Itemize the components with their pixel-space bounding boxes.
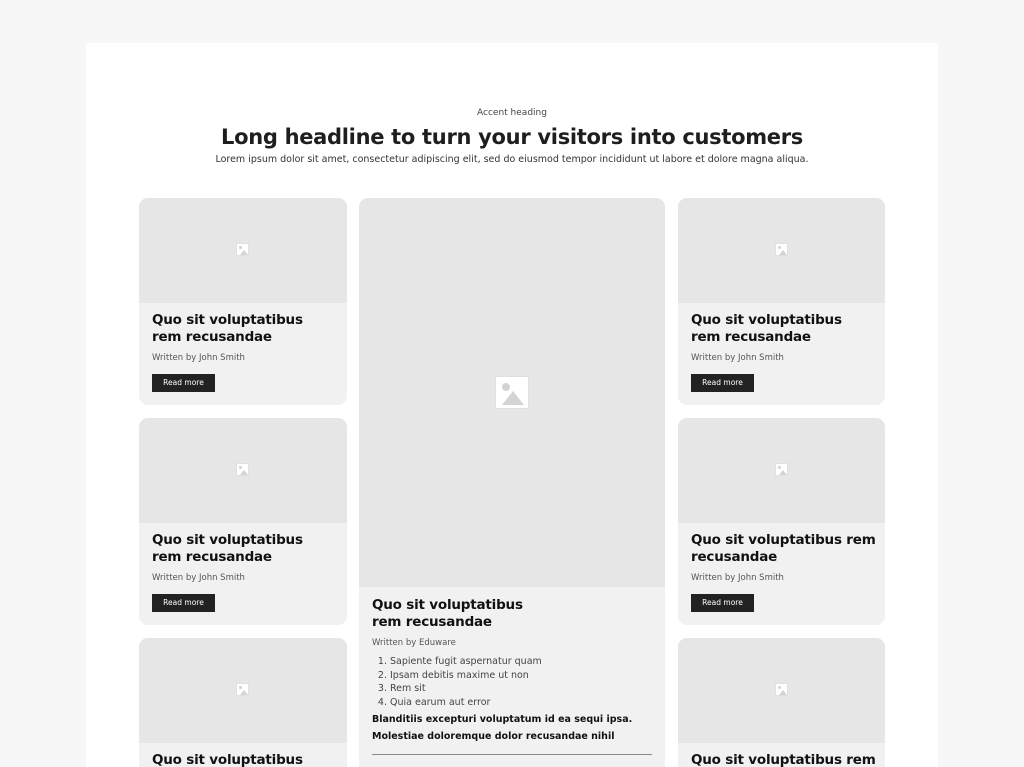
featured-card-title: Quo sit voluptatibus rem recusandae [372,597,523,630]
card-title: Quo sit voluptatibus rem [691,752,876,767]
featured-strong-text: Blanditiis excepturi voluptatum id ea sequi ipsa. Molestiae doloremque dolor recusandae nihil [372,714,633,742]
featured-card-byline: Written by Eduware [372,638,456,648]
section-lead: Lorem ipsum dolor sit amet, consectetur adipiscing elit, sed do eiusmod tempor incididunt ut labore et dolore magna aliqua. [215,154,809,165]
card-byline: Written by John Smith [691,353,784,363]
featured-list [378,655,542,709]
image-placeholder-icon [495,376,529,409]
read-more-button[interactable]: Read more [152,594,215,612]
card-image [139,418,347,523]
accent-heading: Accent heading [477,108,547,118]
card-title: Quo sit voluptatibus rem recusandae [152,312,303,345]
read-more-button[interactable]: Read more [691,374,754,392]
blog-card[interactable] [139,418,347,625]
list-item: 3. Rem sit [390,682,542,696]
list-item: 1. Sapiente fugit aspernatur quam [390,655,542,669]
divider [372,754,652,755]
read-more-button[interactable]: Read more [691,594,754,612]
image-placeholder-icon [775,683,788,696]
blog-card[interactable] [139,638,347,767]
card-image [139,198,347,303]
section-headline: Long headline to turn your visitors into customers [220,125,803,149]
blog-section [86,43,938,767]
blog-card[interactable] [139,198,347,405]
image-placeholder-icon [775,463,788,476]
image-placeholder-icon [236,243,249,256]
blog-card[interactable] [678,418,885,625]
blog-card[interactable] [678,198,885,405]
list-item: 2. Ipsam debitis maxime ut non [390,669,542,683]
list-item: 4. Quia earum aut error [390,696,542,710]
card-image [139,638,347,743]
image-placeholder-icon [236,463,249,476]
card-byline: Written by John Smith [152,573,245,583]
card-title: Quo sit voluptatibus rem recusandae [691,532,876,565]
blog-card[interactable] [678,638,885,767]
card-image [678,638,885,743]
card-image [678,418,885,523]
image-placeholder-icon [775,243,788,256]
card-byline: Written by John Smith [152,353,245,363]
card-byline: Written by John Smith [691,573,784,583]
featured-blog-card[interactable] [359,198,665,767]
card-image [678,198,885,303]
featured-card-image [359,198,665,587]
read-more-button[interactable]: Read more [152,374,215,392]
card-title: Quo sit voluptatibus rem recusandae [691,312,842,345]
card-title: Quo sit voluptatibus rem recusandae [152,532,303,565]
image-placeholder-icon [236,683,249,696]
card-title: Quo sit voluptatibus [152,752,303,767]
